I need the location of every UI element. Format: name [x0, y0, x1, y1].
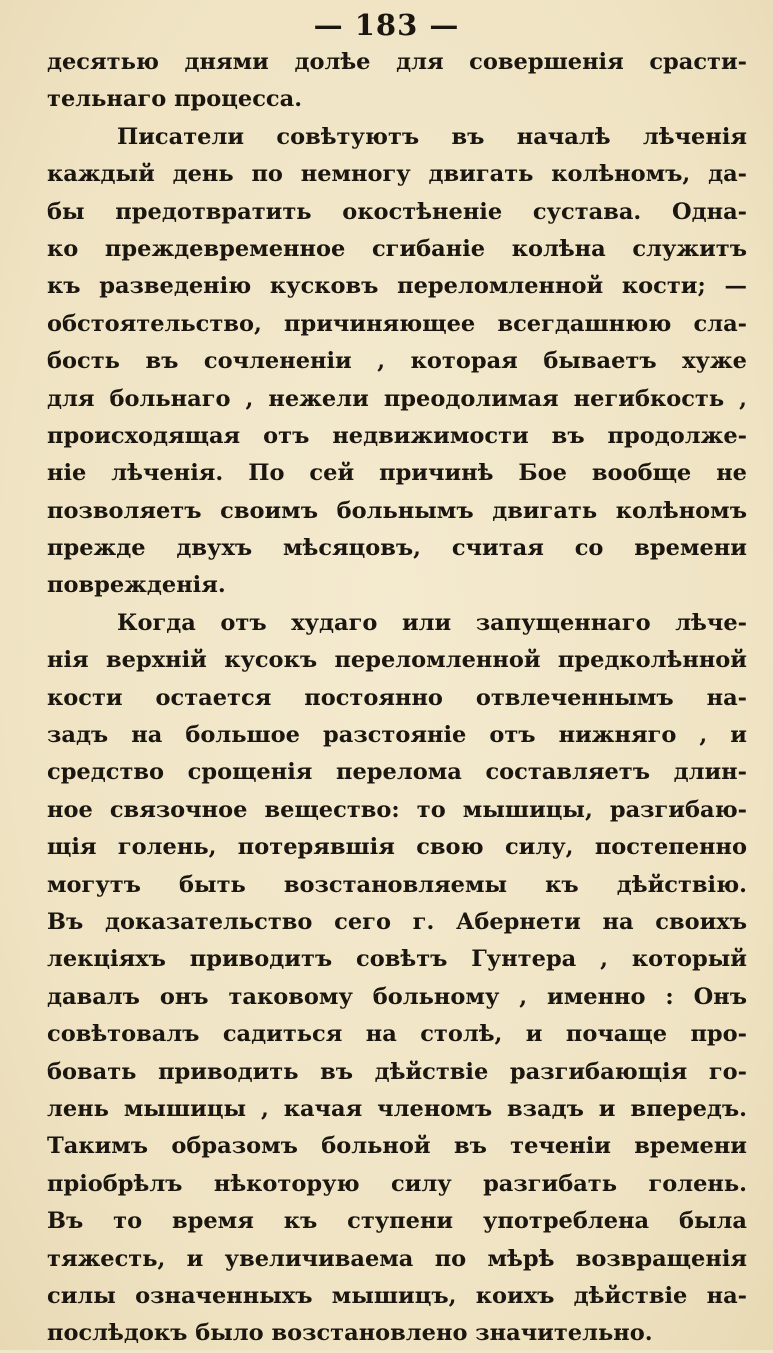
page-number: — 183 — — [313, 8, 460, 42]
text-line: происходящая отъ недвижимости въ продолже- — [47, 422, 747, 449]
text-line: Когда отъ худаго или запущеннаго лѣче- — [117, 609, 747, 636]
text-line: ніе лѣченія. По сей причинѣ Бое вообще не — [47, 460, 747, 487]
text-line: ное связочное вещество: то мышицы, разгибаю- — [47, 796, 747, 823]
text-line: Писатели совѣтуютъ въ началѣ лѣченія — [117, 123, 747, 150]
text-line: давалъ онъ таковому больному , именно : Онъ — [47, 983, 747, 1010]
text-line: лень мышицы , качая членомъ взадъ и впередъ. — [47, 1095, 747, 1122]
text-line: ко преждевременное сгибаніе колѣна служитъ — [47, 235, 747, 262]
text-line: къ разведенію кусковъ переломленной кости; — — [47, 273, 747, 300]
text-line: поврежденія. — [47, 572, 226, 599]
text-line: бость въ сочлененіи , которая бываетъ хуже — [47, 348, 747, 375]
text-line: прежде двухъ мѣсяцовъ, считая со времени — [47, 535, 747, 562]
text-line: десятью днями долѣе для совершенія срасти- — [47, 49, 747, 75]
text-line: совѣтовалъ садиться на столѣ, и почаще про- — [47, 1021, 747, 1048]
text-line: Такимъ образомъ больной въ теченіи времени — [47, 1133, 747, 1160]
text-line: пріобрѣлъ нѣкоторую силу разгибать голень. — [47, 1170, 747, 1197]
text-line: силы означенныхъ мышицъ, коихъ дѣйствіе на- — [47, 1282, 747, 1309]
text-line: нія верхній кусокъ переломленной предколѣнной — [47, 647, 747, 674]
body-text — [47, 44, 747, 1353]
text-line: обстоятельство, причиняющее всегдашнюю сла- — [47, 310, 747, 337]
text-line: тяжесть, и увеличиваема по мѣрѣ возвращенія — [47, 1245, 747, 1272]
text-line: Въ то время къ ступени употреблена была — [47, 1208, 747, 1235]
text-line: средство срощенія перелома составляетъ длин- — [47, 759, 747, 786]
text-line: щія голень, потерявшія свою силу, постепенно — [47, 834, 747, 861]
text-line: для больнаго , нежели преодолимая негибкость , — [47, 385, 747, 412]
text-line: позволяетъ своимъ больнымъ двигать колѣномъ — [47, 497, 747, 524]
text-line: послѣдокъ было возстановлено значительно. — [47, 1320, 653, 1347]
text-line: бовать приводить въ дѣйствіе разгибающія го- — [47, 1058, 747, 1085]
text-line: кости остается постоянно отвлеченнымъ на- — [47, 684, 747, 711]
text-line: лекціяхъ приводитъ совѣтъ Гунтера , который — [47, 946, 747, 973]
text-line: тельнаго процесса. — [47, 86, 303, 113]
text-line: задъ на большое разстояніе отъ нижняго , и — [47, 722, 747, 749]
text-line: каждый день по немногу двигать колѣномъ, да- — [47, 161, 747, 188]
text-line: бы предотвратить окостѣненіе сустава. Одна- — [47, 198, 747, 225]
text-line: Въ доказательство сего г. Абернети на своихъ — [47, 908, 747, 935]
text-line: могутъ быть возстановляемы къ дѣйствію. — [47, 871, 747, 898]
